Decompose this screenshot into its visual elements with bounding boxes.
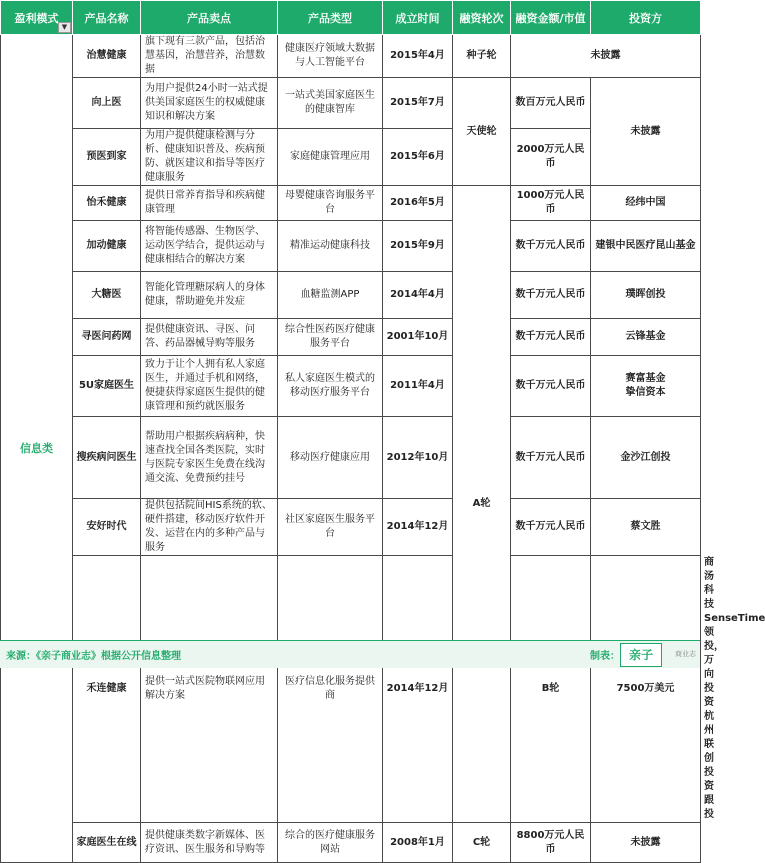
cell-investor: 未披露 <box>591 78 701 186</box>
cell-investor: 建银中民医疗昆山基金 <box>591 221 701 272</box>
cell-investor: 未披露 <box>591 823 701 863</box>
cell-round: A轮 <box>453 186 511 823</box>
table-row <box>1 78 701 129</box>
cell-sell: 旗下现有三款产品，包括治慧基因，治慧营养，治慧数据 <box>141 35 278 78</box>
maker-label: 制表： <box>590 651 620 662</box>
table-row <box>1 35 701 78</box>
investor-line: 杭州联创投资跟投 <box>704 711 714 820</box>
cell-investor: 经纬中国 <box>591 186 701 221</box>
source-note: 来源：《亲子商业志》根据公开信息整理 <box>6 651 181 662</box>
brand-logo-subtitle: 商业志 <box>675 650 696 658</box>
cell-type: 医疗信息化服务提供商 <box>278 556 383 823</box>
investor-line: 赛富基金 <box>625 373 666 384</box>
cell-amount: 数千万元人民币 <box>511 319 591 356</box>
cell-amount: 7500万美元 <box>591 556 701 823</box>
cell-name: 寻医问药网 <box>73 319 141 356</box>
cell-investor <box>591 356 701 417</box>
header-name: 产品名称 <box>73 1 141 35</box>
cell-type: 血糖监测APP <box>278 272 383 319</box>
cell-name: 安好时代 <box>73 499 141 556</box>
table-row <box>1 356 701 417</box>
cell-type: 一站式美国家庭医生的健康智库 <box>278 78 383 129</box>
cell-date: 2014年4月 <box>383 272 453 319</box>
cell-name: 搜疾病问医生 <box>73 417 141 499</box>
cell-date: 2008年1月 <box>383 823 453 863</box>
cell-name: 怡禾健康 <box>73 186 141 221</box>
table-row <box>1 417 701 499</box>
cell-amount: 数千万元人民币 <box>511 417 591 499</box>
cell-name: 治慧健康 <box>73 35 141 78</box>
cell-round: 天使轮 <box>453 78 511 186</box>
cell-round: C轮 <box>453 823 511 863</box>
cell-name: 预医到家 <box>73 129 141 186</box>
cell-amount: 1000万元人民币 <box>511 186 591 221</box>
cell-date: 2015年7月 <box>383 78 453 129</box>
cell-round: 种子轮 <box>453 35 511 78</box>
header-round: 融资轮次 <box>453 1 511 35</box>
cell-round: B轮 <box>511 556 591 823</box>
cell-sell: 提供日常养育指导和疾病健康管理 <box>141 186 278 221</box>
cell-type: 综合性医药医疗健康服务平台 <box>278 319 383 356</box>
cell-amount: 数千万元人民币 <box>511 272 591 319</box>
cell-date: 2016年5月 <box>383 186 453 221</box>
cell-name: 家庭医生在线 <box>73 823 141 863</box>
table-row <box>1 186 701 221</box>
cell-date: 2012年10月 <box>383 417 453 499</box>
table-row <box>1 221 701 272</box>
investor-line: 领投，万向投资 <box>704 627 724 708</box>
cell-type: 综合的医疗健康服务网站 <box>278 823 383 863</box>
cell-date: 2015年6月 <box>383 129 453 186</box>
header-sell: 产品卖点 <box>141 1 278 35</box>
cell-type: 移动医疗健康应用 <box>278 417 383 499</box>
brand-logo: 亲子 <box>620 643 662 667</box>
cell-sell: 提供包括院间HIS系统的软、硬件搭建，移动医疗软件开发、运营在内的多种产品与服务 <box>141 499 278 556</box>
header-date: 成立时间 <box>383 1 453 35</box>
cell-name: 大糖医 <box>73 272 141 319</box>
cell-amount: 2000万元人民币 <box>511 129 591 186</box>
cell-type: 社区家庭医生服务平台 <box>278 499 383 556</box>
cell-sell: 提供健康类数字新媒体、医疗资讯、医生服务和导购等 <box>141 823 278 863</box>
investor-line: 挚信资本 <box>625 387 666 398</box>
filter-dropdown-icon[interactable]: ▼ <box>58 22 71 33</box>
cell-date: 2015年4月 <box>383 35 453 78</box>
header-amount: 融资金额/市值 <box>511 1 591 35</box>
cell-sell: 提供一站式医院物联网应用解决方案 <box>141 556 278 823</box>
cell-investor: 蔡文胜 <box>591 499 701 556</box>
cell-investor: 未披露 <box>511 35 701 78</box>
cell-type: 健康医疗领域大数据与人工智能平台 <box>278 35 383 78</box>
cell-name: 禾连健康 <box>73 556 141 823</box>
cell-sell: 智能化管理糖尿病人的身体健康，帮助避免并发症 <box>141 272 278 319</box>
cell-amount: 数百万元人民币 <box>511 78 591 129</box>
table-row <box>1 272 701 319</box>
footer-bar <box>0 640 700 668</box>
cell-date: 2011年4月 <box>383 356 453 417</box>
cell-sell: 提供健康资讯、寻医、问答、药品器械导购等服务 <box>141 319 278 356</box>
cell-date: 2014年12月 <box>383 556 453 823</box>
cell-date: 2015年9月 <box>383 221 453 272</box>
cell-sell: 致力于让个人拥有私人家庭医生，并通过手机和网络，便捷获得家庭医生提供的健康管理和预约就医服务 <box>141 356 278 417</box>
cell-investor: 璞晖创投 <box>591 272 701 319</box>
cell-investor: 金沙江创投 <box>591 417 701 499</box>
cell-date: 2014年12月 <box>383 499 453 556</box>
table-row <box>1 556 701 823</box>
cell-type: 家庭健康管理应用 <box>278 129 383 186</box>
cell-type: 精准运动健康科技 <box>278 221 383 272</box>
cell-sell: 为用户提供健康检测与分析、健康知识普及、疾病预防、就医建议和指导等医疗健康服务 <box>141 129 278 186</box>
header-investor: 投资方 <box>591 1 701 35</box>
cell-sell: 为用户提供24小时一站式提供美国家庭医生的权威健康知识和解决方案 <box>141 78 278 129</box>
cell-type: 母婴健康咨询服务平台 <box>278 186 383 221</box>
table-row <box>1 499 701 556</box>
cell-amount: 数千万元人民币 <box>511 221 591 272</box>
header-model: 盈利模式 ▼ <box>1 1 73 35</box>
cell-amount: 8800万元人民币 <box>511 823 591 863</box>
model-cell: 信息类 <box>1 35 73 863</box>
cell-amount: 数千万元人民币 <box>511 499 591 556</box>
cell-name: 向上医 <box>73 78 141 129</box>
cell-sell: 帮助用户根据疾病病种，快速查找全国各类医院，实时与医院专家医生免费在线沟通交流、免费预约挂号 <box>141 417 278 499</box>
header-type: 产品类型 <box>278 1 383 35</box>
cell-date: 2001年10月 <box>383 319 453 356</box>
table-row <box>1 319 701 356</box>
cell-sell: 将智能传感器、生物医学、运动医学结合，提供运动与健康相结合的解决方案 <box>141 221 278 272</box>
cell-amount: 数千万元人民币 <box>511 356 591 417</box>
cell-name: 5U家庭医生 <box>73 356 141 417</box>
cell-type: 私人家庭医生模式的移动医疗服务平台 <box>278 356 383 417</box>
header-row <box>1 1 701 35</box>
cell-investor: 云锋基金 <box>591 319 701 356</box>
cell-name: 加动健康 <box>73 221 141 272</box>
investor-line: 商汤科技SenseTime <box>704 557 765 624</box>
table-row <box>1 823 701 863</box>
